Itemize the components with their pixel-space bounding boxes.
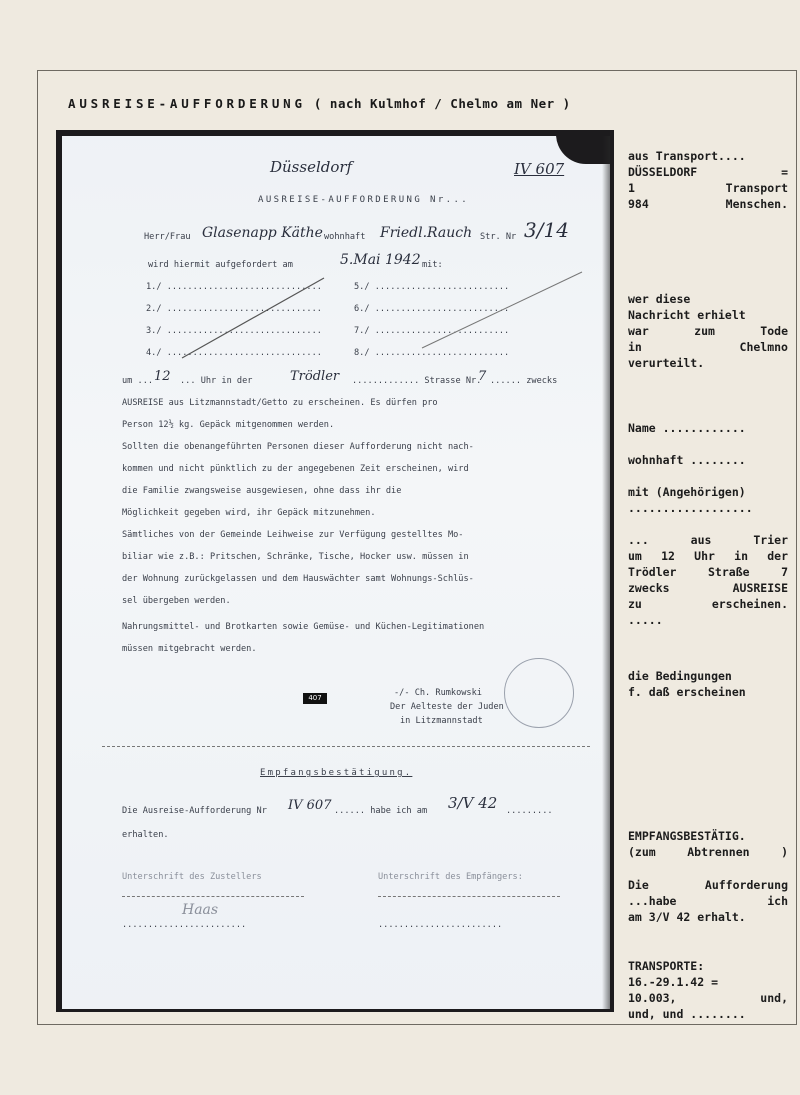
- note-transport-line-1: aus Transport....: [628, 149, 746, 163]
- person-line-7: 7./ ..........................: [354, 326, 510, 336]
- note-transporte-line-1: TRANSPORTE:: [628, 959, 705, 973]
- page-title: [68, 96, 788, 111]
- body-line-6: Möglichkeit gegeben wird, ihr Gepäck mitzunehmen.: [122, 508, 376, 518]
- note-empfang: [628, 828, 788, 860]
- form-heading: AUSREISE-AUFFORDERUNG Nr...: [258, 195, 470, 205]
- note-transport-line-2: DÜSSELDORF =: [628, 165, 788, 179]
- note-aus-line-4: zwecks AUSREISE: [628, 581, 788, 595]
- label-zwecks: ...... zwecks: [490, 376, 558, 386]
- label-herr-frau: Herr/Frau: [144, 232, 191, 242]
- handwritten-name: Glasenapp Käthe: [202, 225, 323, 241]
- person-line-1: 1./ ..............................: [146, 282, 322, 292]
- note-bedingungen-line-1: die Bedingungen: [628, 669, 732, 683]
- handwritten-receipt-number: IV 607: [288, 798, 332, 813]
- page-title-subtitle: ( nach Kulmhof / Chelmo am Ner ): [313, 96, 571, 111]
- deliverer-signature-label: Unterschrift des Zustellers: [122, 872, 262, 882]
- body-line-8: biliar wie z.B.: Pritschen, Schränke, Tische, Hocker usw. müssen in: [122, 552, 469, 562]
- note-nachricht-line-2: Nachricht erhielt: [628, 308, 746, 322]
- note-nachricht-line-4: in Chelmno: [628, 340, 788, 354]
- person-line-3: 3./ ..............................: [146, 326, 322, 336]
- note-transporte-line-3: 10.003, und,: [628, 991, 788, 1005]
- note-aus-trier: [628, 532, 788, 628]
- note-transporte-line-2: 16.-29.1.42 =: [628, 975, 719, 989]
- body-line-9: der Wohnung zurückgelassen und dem Hauswächter samt Wohnungs-Schlüs-: [122, 574, 474, 584]
- handwritten-receipt-date: 3/V 42: [448, 794, 498, 812]
- body-line-7: Sämtliches von der Gemeinde Leihweise zur Verfügung gestelltes Mo-: [122, 530, 464, 540]
- note-nachricht-line-5: verurteilt.: [628, 356, 705, 370]
- note-aufforderung-line-3: am 3/V 42 erhalt.: [628, 910, 746, 924]
- person-line-6: 6./ ..........................: [354, 304, 510, 314]
- note-transporte: [628, 958, 788, 1022]
- note-nachricht-line-1: wer diese: [628, 292, 691, 306]
- scanned-document: [56, 130, 614, 1012]
- handwritten-street-2: Trödler: [290, 369, 340, 384]
- person-line-4: 4./ ..............................: [146, 348, 322, 358]
- label-wohnhaft: wohnhaft: [324, 232, 366, 242]
- receipt-erhalten: erhalten.: [122, 830, 169, 840]
- note-wohnhaft: wohnhaft ........: [628, 453, 746, 467]
- label-str-nr: Str. Nr: [480, 232, 517, 242]
- label-uhr: ... Uhr in der: [180, 376, 253, 386]
- body-line-3: Sollten die obenangeführten Personen dieser Aufforderung nicht nach-: [122, 442, 474, 452]
- note-empfang-line-1: EMPFANGSBESTÄTIG.: [628, 829, 746, 843]
- cancel-strokes: [62, 136, 610, 396]
- handwritten-house-number-2: 7: [478, 369, 487, 384]
- page-title-main: AUSREISE-AUFFORDERUNG: [68, 96, 306, 111]
- note-aufforderung-line-1: Die Aufforderung: [628, 878, 788, 892]
- handwritten-date: 5.Mai 1942: [340, 252, 421, 268]
- person-line-5: 5./ ..........................: [354, 282, 510, 292]
- note-bedingungen: [628, 668, 788, 700]
- recipient-signature-line: [378, 896, 560, 897]
- note-transporte-line-4: und, und ........: [628, 1007, 746, 1021]
- note-aufforderung: [628, 877, 788, 925]
- body-line-2: Person 12½ kg. Gepäck mitgenommen werden.: [122, 420, 335, 430]
- note-empfang-line-2: (zum Abtrennen ): [628, 845, 788, 859]
- receipt-line-a: Die Ausreise-Aufforderung Nr: [122, 806, 267, 816]
- body-line-1: AUSREISE aus Litzmannstadt/Getto zu erscheinen. Es dürfen pro: [122, 398, 438, 408]
- note-transport: [628, 148, 788, 212]
- note-dots: ..................: [628, 501, 753, 515]
- handwritten-street: Friedl.Rauch: [380, 225, 473, 241]
- deliverer-signature-line: [122, 896, 304, 897]
- handwritten-number: IV 607: [514, 160, 565, 178]
- handwritten-house-number: 3/14: [524, 218, 569, 242]
- note-transport-line-3: 1 Transport: [628, 181, 788, 195]
- recipient-signature-dots: ........................: [378, 920, 503, 930]
- round-stamp: [504, 658, 574, 728]
- handwritten-city: Düsseldorf: [270, 158, 353, 176]
- note-aus-line-6: .....: [628, 613, 663, 627]
- body-line-12: müssen mitgebracht werden.: [122, 644, 257, 654]
- note-nachricht: [628, 291, 788, 371]
- signature-line-3: in Litzmannstadt: [400, 716, 483, 726]
- body-line-11: Nahrungsmittel- und Brotkarten sowie Gemüse- und Küchen-Legitimationen: [122, 622, 485, 632]
- signature-line-2: Der Aelteste der Juden: [390, 702, 504, 712]
- note-nachricht-line-3: war zum Tode: [628, 324, 788, 338]
- note-aus-line-1: ... aus Trier: [628, 533, 788, 547]
- note-transport-line-4: 984 Menschen.: [628, 197, 788, 211]
- note-aufforderung-line-2: ...habe ich: [628, 894, 788, 908]
- label-aufgefordert: wird hiermit aufgefordert am: [148, 260, 293, 270]
- label-strasse: ............. Strasse Nr.: [352, 376, 482, 386]
- note-aus-line-3: Trödler Straße 7: [628, 565, 788, 579]
- note-mit: mit (Angehörigen): [628, 485, 746, 499]
- handwritten-deliverer-signature: Haas: [182, 902, 219, 918]
- cut-line: [102, 746, 590, 747]
- note-bedingungen-line-2: f. daß erscheinen: [628, 685, 746, 699]
- signature-line-1: -/- Ch. Rumkowski: [394, 688, 482, 698]
- label-um: um ...: [122, 376, 154, 386]
- scanned-paper: [62, 136, 610, 1009]
- note-name: Name ............: [628, 421, 746, 435]
- note-aus-line-2: um 12 Uhr in der: [628, 549, 788, 563]
- deliverer-signature-dots: ........................: [122, 920, 247, 930]
- receipt-heading: Empfangsbestätigung.: [260, 768, 413, 778]
- note-aus-line-5: zu erscheinen.: [628, 597, 788, 611]
- stamp-number: 407: [303, 693, 327, 704]
- recipient-signature-label: Unterschrift des Empfängers:: [378, 872, 523, 882]
- receipt-line-c: .........: [506, 806, 553, 816]
- body-line-5: die Familie zwangsweise ausgewiesen, ohne dass ihr die: [122, 486, 402, 496]
- label-mit: mit:: [422, 260, 443, 270]
- person-line-8: 8./ ..........................: [354, 348, 510, 358]
- receipt-line-b: ...... habe ich am: [334, 806, 428, 816]
- person-line-2: 2./ ..............................: [146, 304, 322, 314]
- body-line-10: sel übergeben werden.: [122, 596, 231, 606]
- handwritten-hour: 12: [154, 369, 171, 384]
- body-line-4: kommen und nicht pünktlich zu der angegebenen Zeit erscheinen, wird: [122, 464, 469, 474]
